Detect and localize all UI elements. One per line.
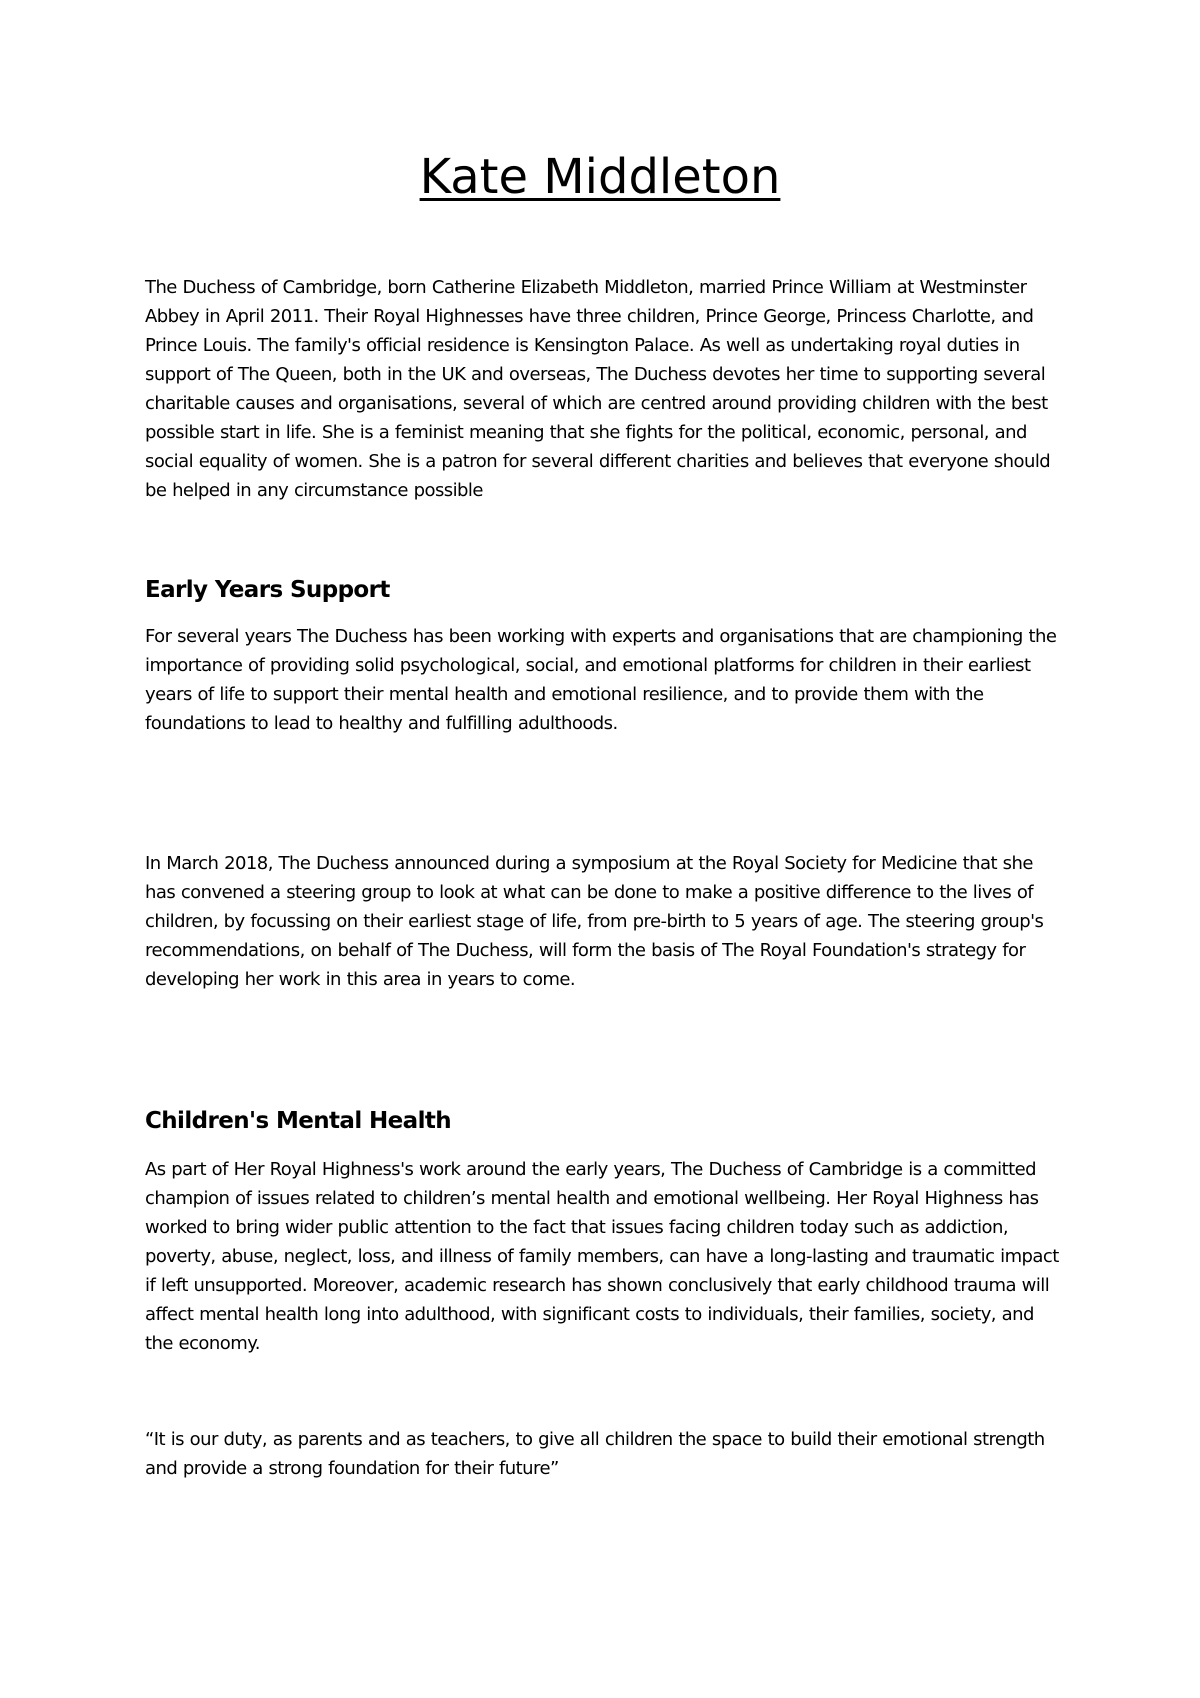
document-title (0, 148, 1200, 206)
intro-paragraph: The Duchess of Cambridge, born Catherine Elizabeth Middleton, married Prince William at Westminster Abbey in April 2011. Their Royal Highnesses have three children, Prince George, Princess Charlotte, and Prince Louis. The family's official residence is Kensington Palace. As well as undertaking royal duties in support of The Queen, both in the UK and overseas, The Duchess devotes her time to supporting several charitable causes and organisations, several of which are centred around providing children with the best possible start in life. She is a feminist meaning that she fights for the political, economic, personal, and social equality of women. She is a patron for several different charities and believes that everyone should be helped in any circumstance possible (145, 277, 1051, 501)
document-title-text: Kate Middleton (419, 149, 781, 205)
section-heading-childrens-mental-health: Children's Mental Health (145, 1108, 452, 1134)
early-years-paragraph-2: In March 2018, The Duchess announced during a symposium at the Royal Society for Medicine that she has convened a steering group to look at what can be done to make a positive difference to the lives of children, by focussing on their earliest stage of life, from pre-birth to 5 years of age. The steering group's recommendations, on behalf of The Duchess, will form the basis of The Royal Foundation's strategy for developing her work in this area in years to come. (145, 853, 1044, 990)
mental-health-paragraph-1: As part of Her Royal Highness's work around the early years, The Duchess of Cambridge is a committed champion of issues related to children’s mental health and emotional wellbeing. Her Royal Highness has worked to bring wider public attention to the fact that issues facing children today such as addiction, poverty, abuse, neglect, loss, and illness of family members, can have a long-lasting and traumatic impact if left unsupported. Moreover, academic research has shown conclusively that early childhood trauma will affect mental health long into adulthood, with significant costs to individuals, their families, society, and the economy. (145, 1159, 1059, 1354)
early-years-paragraph-1: For several years The Duchess has been working with experts and organisations that are championing the importance of providing solid psychological, social, and emotional platforms for children in their earliest years of life to support their mental health and emotional resilience, and to provide them with the foundations to lead to healthy and fulfilling adulthoods. (145, 626, 1057, 734)
mental-health-quote: “It is our duty, as parents and as teachers, to give all children the space to build their emotional strength and provide a strong foundation for their future” (145, 1429, 1045, 1479)
section-heading-early-years: Early Years Support (145, 577, 390, 603)
